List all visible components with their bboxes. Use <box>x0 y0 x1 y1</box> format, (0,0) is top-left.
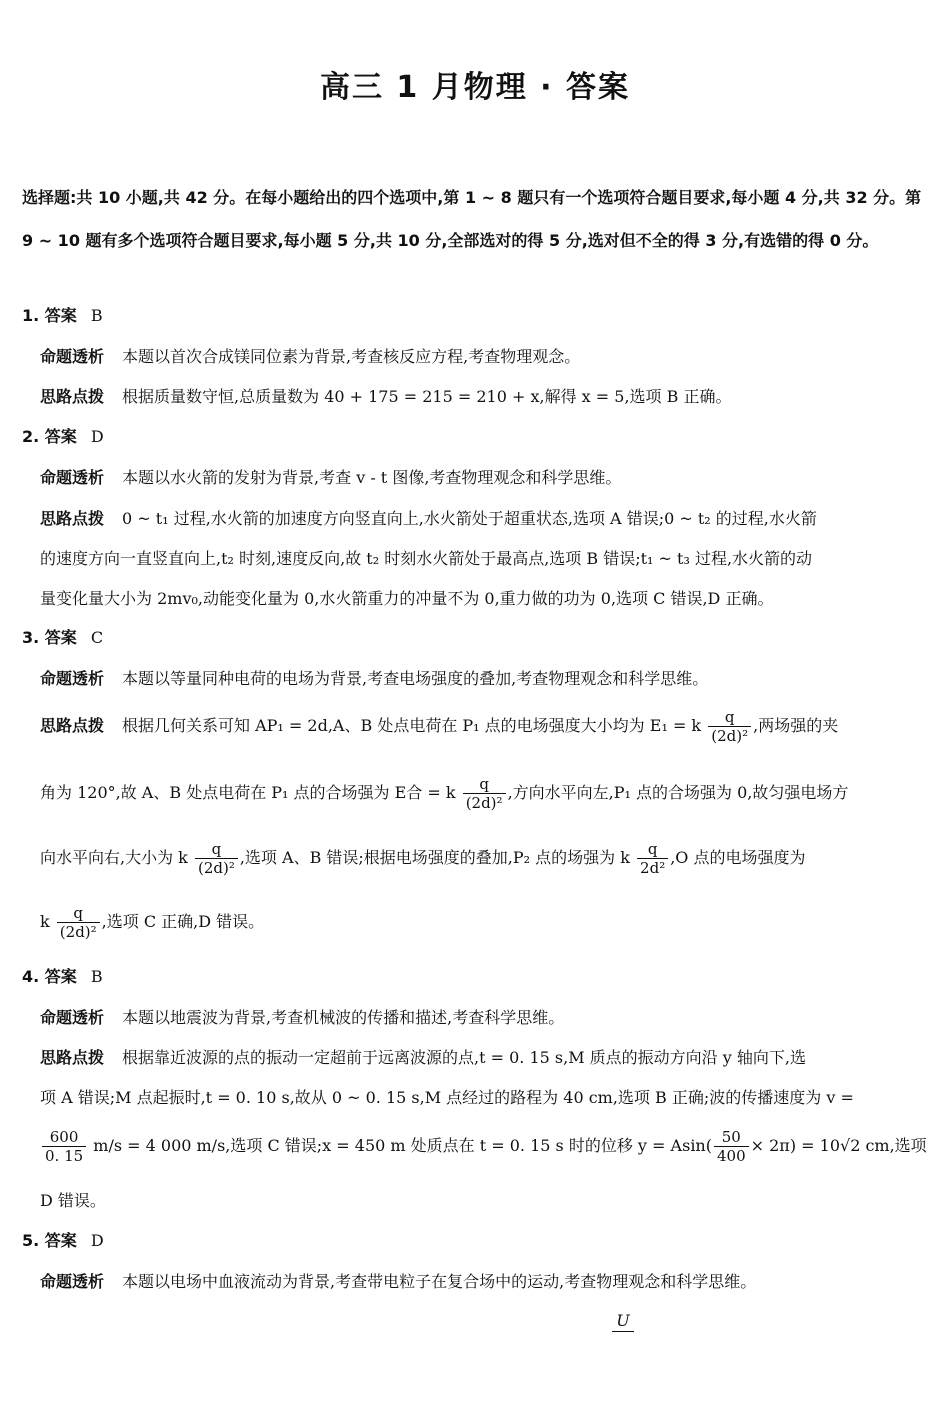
question-4-hint-line-1: 思路点拨 根据靠近波源的点的振动一定超前于远离波源的点,t = 0. 15 s,M 质点的振动方向沿 y 轴向下,选 <box>40 1048 806 1067</box>
question-2-header: 2. 答案 D <box>22 427 104 446</box>
question-3-hint-line-2: 角为 120°,故 A、B 处点电荷在 P₁ 点的合场强为 E合 = k $\frac{q}{\text{(2d)²}}$ ,方向水平向左,P₁ 点的合场强为 0,故匀强电场方 <box>40 775 849 812</box>
question-4-analysis: 命题透析 本题以地震波为背景,考查机械波的传播和描述,考查科学思维。 <box>40 1008 565 1027</box>
question-3-hint-line-1: 思路点拨 根据几何关系可知 AP₁ = 2d,A、B 处点电荷在 P₁ 点的电场强度大小均为 E₁ = k $\frac{q}{\text{(2d)²}}$ ,两场强的夹 <box>40 708 839 745</box>
question-3-hint-line-3: 向水平向右,大小为 k $\frac{q}{\text{(2d)²}}$ ,选项 A、B 错误;根据电场强度的叠加,P₂ 点的场强为 k $\frac{q}{\text{2d²}}$ ,O 点的电场强度为 <box>40 840 806 877</box>
fraction: $\frac{600}{0. 15}$ <box>42 1128 86 1165</box>
question-1-hint: 思路点拨 根据质量数守恒,总质量数为 40 + 175 = 215 = 210 + x,解得 x = 5,选项 B 正确。 <box>40 387 732 406</box>
question-2-hint-line-1: 思路点拨 0 ~ t₁ 过程,水火箭的加速度方向竖直向上,水火箭处于超重状态,选项 A 错误;0 ~ t₂ 的过程,水火箭 <box>40 509 817 528</box>
question-2-analysis: 命题透析 本题以水火箭的发射为背景,考查 v - t 图像,考查物理观念和科学思维。 <box>40 468 622 487</box>
fraction: $\frac{q}{\text{(2d)²}}$ <box>195 840 238 877</box>
question-4-answer: B <box>90 967 103 986</box>
fraction: $\frac{q}{\text{(2d)²}}$ <box>708 708 751 745</box>
question-4-hint-line-4: D 错误。 <box>40 1191 106 1210</box>
section-intro: 选择题:共 10 小题,共 42 分。在每小题给出的四个选项中,第 1 ~ 8 题只有一个选项符合题目要求,每小题 4 分,共 32 分。第 9 ~ 10 题有多个选项符合题目要求,每小题 5 分,共 10 分,全部选对的得 5 分,选对但不全的得 3 分,有选错的得 0 分。 <box>22 188 922 250</box>
fraction: $\frac{50}{400}$ <box>714 1128 749 1165</box>
fraction: $\frac{q}{\text{(2d)²}}$ <box>57 904 100 941</box>
question-4-hint-line-2: 项 A 错误;M 点起振时,t = 0. 10 s,故从 0 ~ 0. 15 s,M 点经过的路程为 40 cm,选项 B 正确;波的传播速度为 v = <box>40 1088 854 1107</box>
question-3-analysis: 命题透析 本题以等量同种电荷的电场为背景,考查电场强度的叠加,考查物理观念和科学思维。 <box>40 669 709 688</box>
question-3-answer: C <box>90 628 104 647</box>
question-4-header: 4. 答案 B <box>22 967 103 986</box>
question-2-answer: D <box>90 427 104 446</box>
question-3-hint-line-4: k $\frac{q}{\text{(2d)²}}$ ,选项 C 正确,D 错误。 <box>40 904 265 941</box>
question-2-hint-line-3: 量变化量大小为 2mv₀,动能变化量为 0,水火箭重力的冲量不为 0,重力做的功为 0,选项 C 错误,D 正确。 <box>40 589 774 608</box>
question-5-answer: D <box>90 1231 104 1250</box>
question-1-answer: B <box>90 306 103 325</box>
fraction: $\frac{q}{\text{2d²}}$ <box>637 840 668 877</box>
partial-fraction-numerator: U <box>612 1311 634 1332</box>
question-1-analysis: 命题透析 本题以首次合成镁同位素为背景,考查核反应方程,考查物理观念。 <box>40 347 581 366</box>
question-5-header: 5. 答案 D <box>22 1231 104 1250</box>
question-2-hint-line-2: 的速度方向一直竖直向上,t₂ 时刻,速度反向,故 t₂ 时刻水火箭处于最高点,选项 B 错误;t₁ ~ t₃ 过程,水火箭的动 <box>40 549 813 568</box>
fraction: $\frac{q}{\text{(2d)²}}$ <box>463 775 506 812</box>
page-title: 高三 1 月物理 · 答案 <box>319 70 631 105</box>
question-3-header: 3. 答案 C <box>22 628 104 647</box>
question-5-analysis: 命题透析 本题以电场中血液流动为背景,考查带电粒子在复合场中的运动,考查物理观念和科学思维。 <box>40 1272 757 1291</box>
question-1-header: 1. 答案 B <box>22 306 103 325</box>
question-4-hint-line-3: $\frac{600}{0. 15}$ m/s = 4 000 m/s,选项 C 错误;x = 450 m 处质点在 t = 0. 15 s 时的位移 y = Asin( $\frac{50}{400}$ × 2π) = 10√2 cm,选项 <box>40 1128 927 1165</box>
